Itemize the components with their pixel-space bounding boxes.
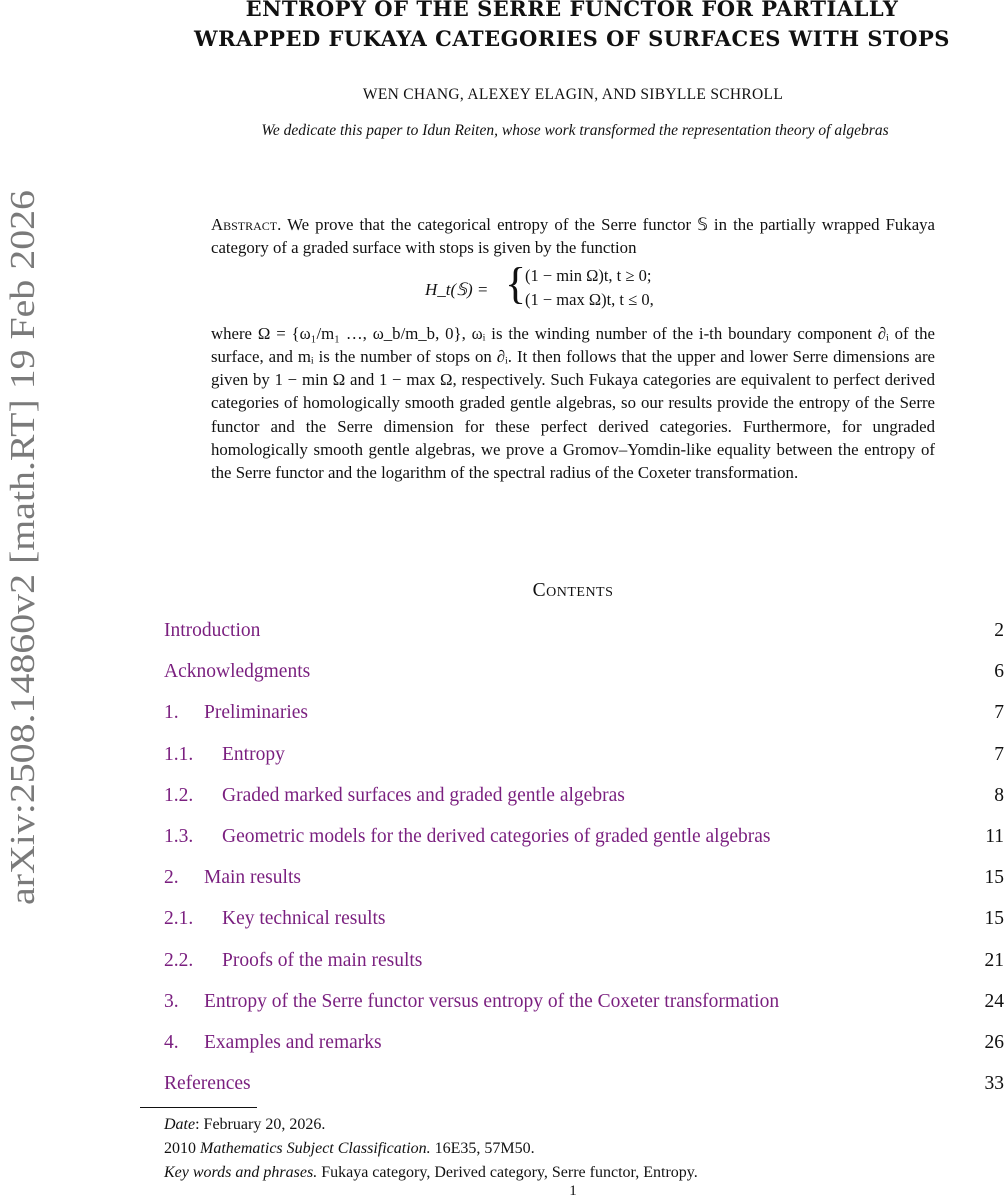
abstract-body: where Ω = {ω₁/m₁ …, ω_b/m_b, 0}, ωᵢ is the winding number of the i-th boundary component ∂ᵢ of the surface, and mᵢ is the number of stops on ∂ᵢ. It then follows that the upper and lower Serre dimensions are given by 1 − min Ω and 1 − max Ω, respectively. Such Fukaya categories are equivalent to perfect derived categories of homologically smooth graded gentle algebras, so our results provide the entropy of the Serre functor and the Serre dimension for these perfect derived categories. Furthermore, for ungraded homologically smooth gentle algebras, we prove a Gromov–Yomdin-like equality between the entropy of the Serre functor and the logarithm of the spectral radius of the Coxeter transformation. <box>211 323 935 483</box>
toc-link[interactable] <box>164 991 779 1013</box>
footnote-date <box>164 1113 984 1137</box>
abstract <box>211 213 935 485</box>
keywords-label: Key words and phrases. <box>164 1164 318 1182</box>
toc-title[interactable]: Preliminaries <box>204 702 308 724</box>
toc-number[interactable]: 2. <box>164 867 179 889</box>
toc-entry[interactable] <box>164 1071 1004 1112</box>
arxiv-stamp <box>0 0 44 920</box>
toc-link[interactable] <box>164 1032 382 1054</box>
toc-entry[interactable] <box>164 824 1004 865</box>
toc-title[interactable]: Proofs of the main results <box>222 949 423 971</box>
toc-title[interactable]: References <box>164 1073 251 1095</box>
formula-case-2: (1 − max Ω)t, t ≤ 0, <box>525 289 654 309</box>
entropy-formula <box>211 258 935 318</box>
toc-link[interactable] <box>164 908 386 930</box>
title-line-1: ENTROPY OF THE SERRE FUNCTOR FOR PARTIALLY <box>245 0 899 21</box>
msc-value: 16E35, 57M50. <box>430 1140 535 1158</box>
paper-title <box>140 0 1004 54</box>
toc-title[interactable]: Entropy of the Serre functor versus entropy of the Coxeter transformation <box>204 990 780 1012</box>
formula-lhs: H_t(𝕊) = <box>425 279 489 299</box>
toc-number[interactable]: 1. <box>164 702 179 724</box>
toc-page: 7 <box>994 702 1004 724</box>
toc-page: 26 <box>984 1031 1004 1053</box>
toc-link[interactable] <box>164 826 770 848</box>
keywords-value: Fukaya category, Derived category, Serre functor, Entropy. <box>317 1164 698 1182</box>
toc-page: 15 <box>984 867 1004 889</box>
toc-title[interactable]: Geometric models for the derived categories of graded gentle algebras <box>222 825 771 847</box>
msc-prefix: 2010 <box>164 1140 200 1158</box>
date-label: Date <box>164 1116 196 1133</box>
toc-entry[interactable] <box>164 700 1004 741</box>
toc-page: 6 <box>994 661 1004 683</box>
toc-number[interactable]: 1.3. <box>164 825 194 847</box>
toc-entry[interactable] <box>164 783 1004 824</box>
toc-link[interactable] <box>164 1073 251 1095</box>
arxiv-stamp-text: arXiv:2508.14860v2 [math.RT] 19 Feb 2026 <box>3 277 42 905</box>
toc-page: 11 <box>985 825 1004 847</box>
toc-number[interactable]: 4. <box>164 1031 179 1053</box>
abstract-intro <box>211 213 935 260</box>
toc-page: 15 <box>984 908 1004 930</box>
toc-entry[interactable] <box>164 906 1004 947</box>
toc-number[interactable]: 1.2. <box>164 784 194 806</box>
toc-title[interactable]: Graded marked surfaces and graded gentle algebras <box>222 784 625 806</box>
toc-title[interactable]: Key technical results <box>222 908 386 930</box>
footnote-rule <box>140 1107 257 1108</box>
toc-link[interactable] <box>164 867 301 889</box>
toc-entry[interactable] <box>164 618 1004 659</box>
footnotes <box>164 1113 984 1186</box>
toc-page: 8 <box>994 784 1004 806</box>
toc-entry[interactable] <box>164 989 1004 1030</box>
toc-number[interactable]: 2.1. <box>164 908 194 930</box>
formula-brace: { <box>505 258 527 308</box>
toc-link[interactable] <box>164 744 285 766</box>
toc-entry[interactable] <box>164 659 1004 700</box>
arxiv-stamp-svg <box>0 0 44 920</box>
date-value: : February 20, 2026. <box>195 1116 326 1133</box>
footnote-keywords <box>164 1161 984 1185</box>
toc-page: 21 <box>984 949 1004 971</box>
toc-page: 2 <box>994 620 1004 641</box>
footnote-msc <box>164 1137 984 1161</box>
title-line-2: WRAPPED FUKAYA CATEGORIES OF SURFACES WITH STOPS <box>194 26 950 51</box>
toc-link[interactable] <box>164 785 625 807</box>
toc-number[interactable]: 2.2. <box>164 949 194 971</box>
toc-link[interactable] <box>164 702 308 724</box>
dedication: We dedicate this paper to Idun Reiten, whose work transformed the representation theory of algebras <box>261 122 889 139</box>
toc-number[interactable]: 3. <box>164 990 179 1012</box>
formula-case-1: (1 − min Ω)t, t ≥ 0; <box>525 265 652 285</box>
toc-link[interactable] <box>164 950 422 972</box>
toc-entry[interactable] <box>164 948 1004 989</box>
toc-page: 24 <box>984 990 1004 1012</box>
toc-entry[interactable] <box>164 1030 1004 1071</box>
toc-title[interactable]: Introduction <box>164 620 261 641</box>
toc-page: 7 <box>994 743 1004 765</box>
toc-entry[interactable] <box>164 865 1004 906</box>
msc-label: Mathematics Subject Classification. <box>200 1140 431 1158</box>
toc-title[interactable]: Acknowledgments <box>164 661 311 683</box>
abstract-intro-text: We prove that the categorical entropy of the Serre functor 𝕊 in the partially wrapped Fukaya category of a graded surface with stops is given by the function <box>211 215 935 258</box>
toc-title[interactable]: Examples and remarks <box>204 1031 382 1053</box>
toc-page: 33 <box>984 1073 1004 1095</box>
toc-title[interactable]: Entropy <box>222 743 285 765</box>
toc-link[interactable] <box>164 661 310 683</box>
toc-link[interactable] <box>164 620 260 642</box>
authors: WEN CHANG, ALEXEY ELAGIN, AND SIBYLLE SCHROLL <box>362 86 784 103</box>
page-number: 1 <box>569 1183 577 1199</box>
contents-heading: Contents <box>532 580 614 601</box>
toc-number[interactable]: 1.1. <box>164 743 194 765</box>
abstract-heading: Abstract. <box>211 215 282 234</box>
table-of-contents <box>164 618 1004 1112</box>
toc-entry[interactable] <box>164 742 1004 783</box>
toc-title[interactable]: Main results <box>204 867 301 889</box>
